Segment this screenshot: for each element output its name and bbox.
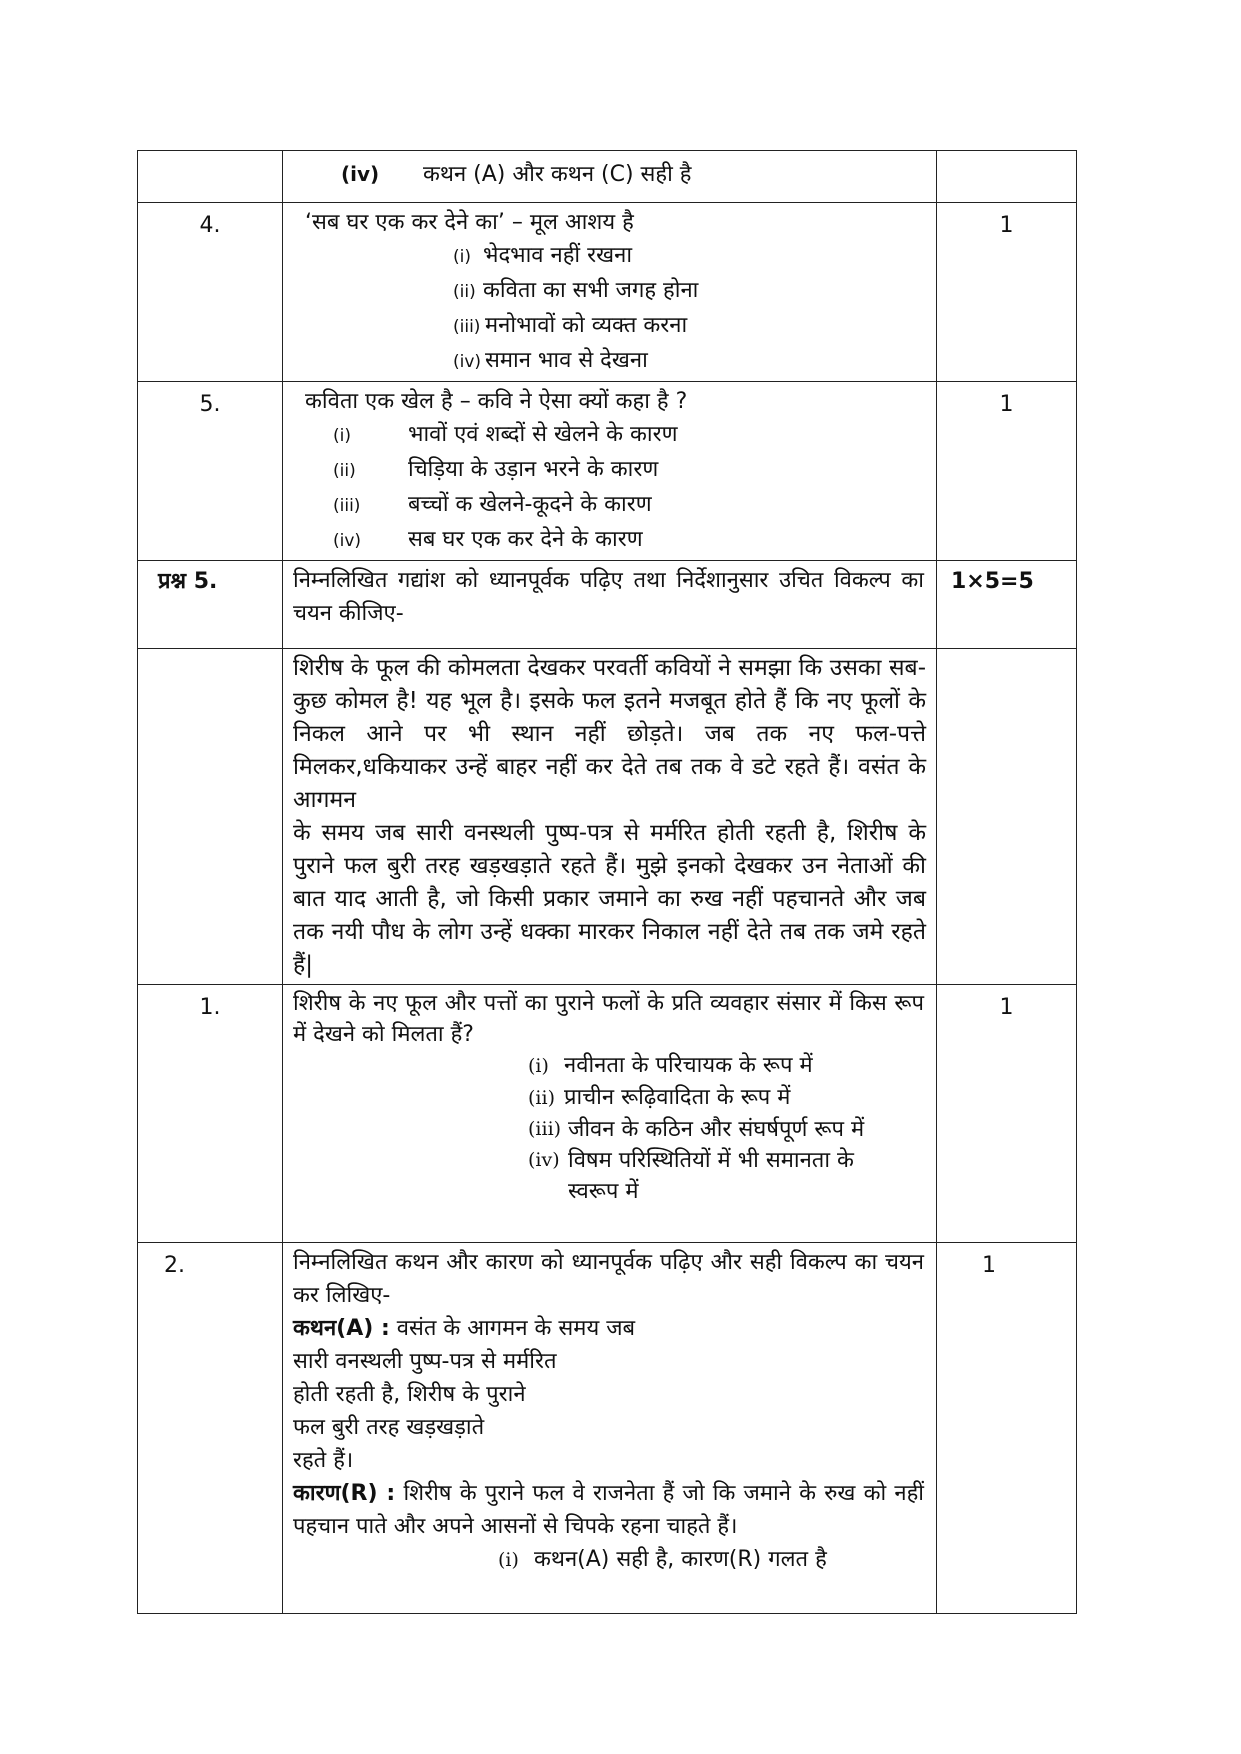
option-text: भेदभाव नहीं रखना <box>483 243 633 268</box>
table-row <box>138 1243 1077 1614</box>
question-number: 1. <box>138 985 283 1243</box>
assertion-label: कथन(A) : <box>293 1316 390 1341</box>
option-text: जीवन के कठिन और संघर्षपूर्ण रूप में <box>568 1117 865 1142</box>
section-number: प्रश्न 5. <box>138 561 283 649</box>
question-number: 4. <box>138 203 283 382</box>
table-row <box>138 382 1077 561</box>
marks-cell <box>937 649 1077 985</box>
question-number: 5. <box>138 382 283 561</box>
option-text: कथन (A) और कथन (C) सही है <box>423 162 692 187</box>
option-label: (iii) <box>453 317 481 337</box>
option-label: (iv) <box>333 531 362 551</box>
number-cell <box>138 649 283 985</box>
option-label: (iv) <box>341 162 380 186</box>
assertion-line: फल बुरी तरह खड़खड़ाते <box>293 1415 485 1440</box>
passage-paragraph: शिरीष के फूल की कोमलता देखकर परवर्ती कवियों ने समझा कि उसका सब-कुछ कोमल है! यह भूल है। इसके फल इतने मजबूत होते हैं कि नए फूलों के निकल आने पर भी स्थान नहीं छोड़ते। जब तक नए फल-पत्ते मिलकर,धकियाकर उन्हें बाहर नहीं कर देते तब तक वे डटे रहते हैं। वसंत के आगमन <box>293 655 926 813</box>
assertion <box>293 1312 924 1345</box>
option-item <box>453 344 924 379</box>
section-instruction: निम्नलिखित गद्यांश को ध्यानपूर्वक पढ़िए तथा निर्देशानुसार उचित विकल्प का चयन कीजिए- <box>283 561 937 649</box>
option-label: (iv) <box>453 352 482 372</box>
option-text: बच्चों क खेलने-कूदने के कारण <box>408 492 652 517</box>
table-row <box>138 561 1077 649</box>
option-text: कथन(A) सही है, कारण(R) गलत है <box>534 1547 827 1572</box>
option-text: नवीनता के परिचायक के रूप में <box>564 1053 813 1078</box>
passage-paragraph: के समय जब सारी वनस्थली पुष्प-पत्र से मर्मरित होती रहती है, शिरीष के पुराने फल बुरी तरह खड़खड़ाते रहते हैं। मुझे इनको देखकर उन नेताओं की बात याद आती है, जो किसी प्रकार जमाने का रुख नहीं पहचानते और जब तक नयी पौध के लोग उन्हें धक्का मारकर निकाल नहीं देते तब तक जमे रहते हैं| <box>293 820 926 978</box>
number-cell <box>138 151 283 203</box>
section-marks: 1×5=5 <box>937 561 1077 649</box>
option-label: (ii) <box>453 282 476 302</box>
question-table-wrapper <box>137 150 1076 1614</box>
option-label: (i) <box>498 1549 519 1571</box>
marks-value: 1 <box>937 985 1077 1243</box>
option-label: (iv) <box>528 1149 560 1171</box>
option-item <box>528 1050 924 1082</box>
option-label: (iii) <box>333 496 361 516</box>
table-row <box>138 649 1077 985</box>
option-text: कविता का सभी जगह होना <box>483 278 699 303</box>
option-label: (iii) <box>528 1118 562 1140</box>
options-list <box>293 418 924 558</box>
assertion-line: सारी वनस्थली पुष्प-पत्र से मर्मरित <box>293 1349 557 1374</box>
option-text: प्राचीन रूढ़िवादिता के रूप में <box>564 1085 791 1110</box>
option-item <box>528 1145 924 1207</box>
question-text: कविता एक खेल है – कवि ने ऐसा क्यों कहा है ? <box>305 389 688 414</box>
option-text: समान भाव से देखना <box>485 348 648 373</box>
option-item <box>453 274 924 309</box>
option-label: (i) <box>333 426 351 446</box>
option-item <box>453 239 924 274</box>
reason-text: शिरीष के पुराने फल वे राजनेता हैं जो कि जमाने के रुख को नहीं पहचान पाते और अपने आसनों से चिपके रहना चाहते हैं। <box>293 1481 924 1539</box>
question-text: निम्नलिखित कथन और कारण को ध्यानपूर्वक पढ़िए और सही विकल्प का चयन कर लिखिए- <box>293 1250 924 1308</box>
marks-value: 1 <box>937 203 1077 382</box>
marks-value: 1 <box>937 1243 1077 1614</box>
option-text: विषम परिस्थितियों में भी समानता के स्वरूप में <box>568 1148 854 1204</box>
option-item <box>528 1114 924 1145</box>
table-row <box>138 985 1077 1243</box>
option-label: (ii) <box>333 461 356 481</box>
option-text: भावों एवं शब्दों से खेलने के कारण <box>408 422 678 447</box>
question-text: शिरीष के नए फूल और पत्तों का पुराने फलों के प्रति व्यवहार संसार में किस रूप में देखने को मिलता हैं? <box>293 991 924 1047</box>
option-text: सब घर एक कर देने के कारण <box>408 527 643 552</box>
option-item <box>333 418 924 453</box>
question-cell <box>283 203 937 382</box>
option-label: (ii) <box>528 1087 555 1109</box>
question-table <box>137 150 1077 1614</box>
option-item <box>453 309 924 344</box>
option-label: (i) <box>453 247 471 267</box>
option-cell <box>283 151 937 203</box>
question-cell <box>283 985 937 1243</box>
question-cell <box>283 1243 937 1614</box>
question-cell <box>283 382 937 561</box>
reason-label: कारण(R) : <box>293 1481 396 1506</box>
options-list <box>293 1050 924 1207</box>
assertion-line: होती रहती है, शिरीष के पुराने <box>293 1382 526 1407</box>
option-text: मनोभावों को व्यक्त करना <box>485 313 688 338</box>
option-item <box>528 1082 924 1114</box>
options-list <box>293 239 924 379</box>
option-item <box>333 488 924 523</box>
option-label: (i) <box>528 1055 549 1077</box>
passage-cell <box>283 649 937 985</box>
marks-value: 1 <box>937 382 1077 561</box>
assertion-line: वसंत के आगमन के समय जब <box>396 1316 636 1341</box>
marks-cell <box>937 151 1077 203</box>
option-text: चिड़िया के उड़ान भरने के कारण <box>408 457 659 482</box>
question-text: ‘सब घर एक कर देने का’ – मूल आशय है <box>305 210 634 235</box>
option-item <box>333 453 924 488</box>
reason <box>293 1477 924 1543</box>
table-row <box>138 151 1077 203</box>
question-number: 2. <box>138 1243 283 1614</box>
assertion-line: रहते हैं। <box>293 1448 354 1473</box>
option-item <box>333 523 924 558</box>
table-row <box>138 203 1077 382</box>
option-item <box>293 1543 924 1577</box>
